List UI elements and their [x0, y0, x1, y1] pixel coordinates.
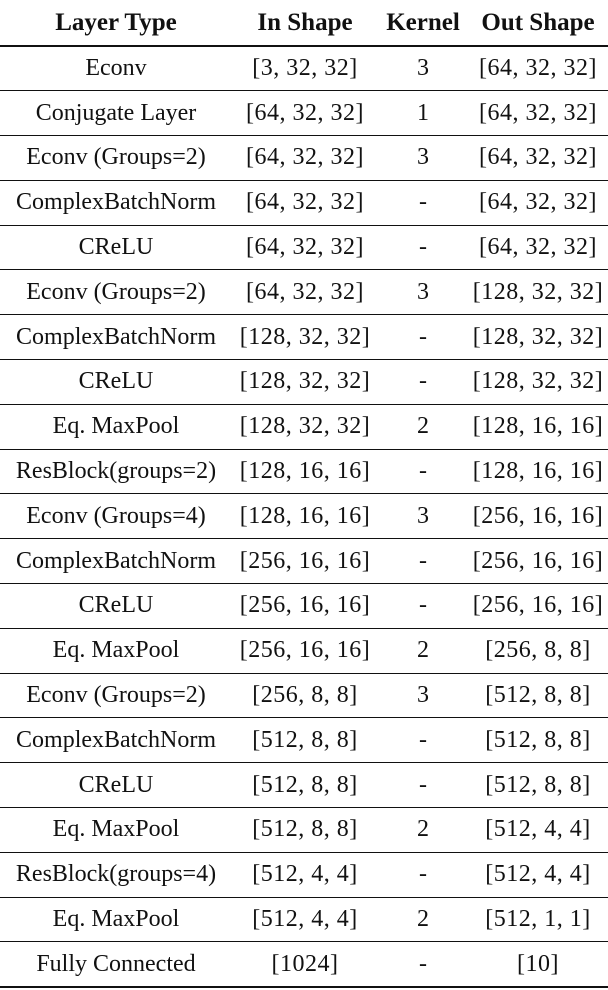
- cell-in-shape: [128, 32, 32]: [239, 368, 371, 395]
- cell-kernel: 3: [417, 682, 429, 709]
- cell-kernel: -: [419, 458, 427, 485]
- cell-in-shape: [128, 32, 32]: [239, 413, 371, 440]
- cell-layer-type: ComplexBatchNorm: [16, 189, 216, 216]
- cell-layer-type: Econv (Groups=2): [26, 682, 206, 709]
- cell-layer-type: Econv (Groups=2): [26, 144, 206, 171]
- cell-kernel: 3: [417, 502, 429, 529]
- cell-kernel: -: [419, 368, 427, 395]
- cell-out-shape: [256, 16, 16]: [472, 592, 604, 619]
- cell-out-shape: [64, 32, 32]: [479, 99, 597, 126]
- cell-kernel: -: [419, 861, 427, 888]
- cell-out-shape: [512, 1, 1]: [485, 906, 591, 933]
- table-row: [0, 763, 608, 808]
- cell-kernel: 2: [417, 637, 429, 664]
- cell-in-shape: [128, 16, 16]: [239, 502, 371, 529]
- cell-layer-type: CReLU: [78, 592, 154, 619]
- cell-out-shape: [256, 8, 8]: [485, 637, 591, 664]
- cell-out-shape: [64, 32, 32]: [479, 144, 597, 171]
- cell-kernel: -: [419, 592, 427, 619]
- cell-layer-type: Econv (Groups=4): [26, 502, 206, 529]
- cell-kernel: 3: [417, 55, 429, 82]
- table-header: [0, 0, 608, 46]
- table-body: [0, 46, 608, 987]
- header-kernel: Kernel: [378, 0, 468, 46]
- cell-layer-type: Eq. MaxPool: [52, 413, 180, 440]
- header-row: [0, 0, 608, 46]
- table-row: [0, 449, 608, 494]
- cell-kernel: -: [419, 234, 427, 261]
- table-row: [0, 91, 608, 136]
- cell-in-shape: [64, 32, 32]: [246, 144, 364, 171]
- cell-in-shape: [512, 8, 8]: [252, 816, 358, 843]
- table-row: [0, 225, 608, 270]
- table-row: [0, 46, 608, 91]
- cell-out-shape: [128, 16, 16]: [472, 413, 604, 440]
- cell-layer-type: Eq. MaxPool: [52, 637, 180, 664]
- cell-in-shape: [256, 16, 16]: [239, 547, 371, 574]
- cell-layer-type: CReLU: [78, 234, 154, 261]
- cell-in-shape: [64, 32, 32]: [246, 278, 364, 305]
- cell-layer-type: CReLU: [78, 368, 154, 395]
- table-row: [0, 136, 608, 181]
- cell-out-shape: [512, 4, 4]: [485, 861, 591, 888]
- header-layer-type: Layer Type: [0, 0, 232, 46]
- cell-layer-type: Econv (Groups=2): [26, 278, 206, 305]
- table-row: [0, 360, 608, 405]
- cell-layer-type: ComplexBatchNorm: [16, 547, 216, 574]
- cell-layer-type: CReLU: [78, 771, 154, 798]
- cell-out-shape: [128, 16, 16]: [472, 458, 604, 485]
- cell-out-shape: [10]: [517, 950, 559, 977]
- cell-kernel: 3: [417, 278, 429, 305]
- cell-layer-type: Eq. MaxPool: [52, 816, 180, 843]
- cell-in-shape: [512, 4, 4]: [252, 906, 358, 933]
- cell-in-shape: [3, 32, 32]: [252, 55, 358, 82]
- table-row: [0, 539, 608, 584]
- table-row: [0, 404, 608, 449]
- cell-out-shape: [64, 32, 32]: [479, 189, 597, 216]
- cell-in-shape: [128, 16, 16]: [239, 458, 371, 485]
- cell-kernel: -: [419, 323, 427, 350]
- cell-in-shape: [512, 4, 4]: [252, 861, 358, 888]
- cell-kernel: 2: [417, 413, 429, 440]
- cell-kernel: -: [419, 950, 427, 977]
- cell-out-shape: [256, 16, 16]: [472, 502, 604, 529]
- table-row: [0, 494, 608, 539]
- table-row: [0, 180, 608, 225]
- cell-out-shape: [512, 8, 8]: [485, 682, 591, 709]
- table-row: [0, 718, 608, 763]
- table-row: [0, 315, 608, 360]
- table-row: [0, 584, 608, 629]
- cell-layer-type: ComplexBatchNorm: [16, 323, 216, 350]
- cell-layer-type: Conjugate Layer: [35, 99, 197, 126]
- cell-out-shape: [512, 8, 8]: [485, 771, 591, 798]
- cell-layer-type: Econv: [85, 55, 147, 82]
- cell-in-shape: [256, 16, 16]: [239, 637, 371, 664]
- table-row: [0, 852, 608, 897]
- cell-kernel: 2: [417, 816, 429, 843]
- cell-kernel: 2: [417, 906, 429, 933]
- cell-kernel: -: [419, 726, 427, 753]
- cell-kernel: 3: [417, 144, 429, 171]
- header-in-shape: In Shape: [232, 0, 378, 46]
- header-out-shape: Out Shape: [468, 0, 608, 46]
- table-row: [0, 628, 608, 673]
- cell-layer-type: ResBlock(groups=2): [15, 458, 217, 485]
- cell-out-shape: [128, 32, 32]: [472, 278, 604, 305]
- cell-kernel: -: [419, 547, 427, 574]
- cell-in-shape: [256, 8, 8]: [252, 682, 358, 709]
- cell-in-shape: [1024]: [271, 950, 339, 977]
- cell-out-shape: [512, 4, 4]: [485, 816, 591, 843]
- cell-kernel: -: [419, 771, 427, 798]
- table-row: [0, 673, 608, 718]
- table-row: [0, 270, 608, 315]
- cell-kernel: 1: [417, 99, 429, 126]
- cell-out-shape: [64, 32, 32]: [479, 234, 597, 261]
- table-row: [0, 808, 608, 853]
- cell-out-shape: [128, 32, 32]: [472, 368, 604, 395]
- cell-in-shape: [256, 16, 16]: [239, 592, 371, 619]
- cell-in-shape: [64, 32, 32]: [246, 99, 364, 126]
- cell-out-shape: [256, 16, 16]: [472, 547, 604, 574]
- table-row: [0, 942, 608, 987]
- cell-out-shape: [64, 32, 32]: [479, 55, 597, 82]
- cell-layer-type: Fully Connected: [36, 950, 196, 977]
- cell-out-shape: [512, 8, 8]: [485, 726, 591, 753]
- cell-layer-type: Eq. MaxPool: [52, 906, 180, 933]
- cell-in-shape: [512, 8, 8]: [252, 726, 358, 753]
- cell-layer-type: ResBlock(groups=4): [15, 861, 217, 888]
- cell-kernel: -: [419, 189, 427, 216]
- table-row: [0, 897, 608, 942]
- cell-in-shape: [512, 8, 8]: [252, 771, 358, 798]
- cell-in-shape: [64, 32, 32]: [246, 234, 364, 261]
- cell-in-shape: [64, 32, 32]: [246, 189, 364, 216]
- cell-in-shape: [128, 32, 32]: [239, 323, 371, 350]
- cell-out-shape: [128, 32, 32]: [472, 323, 604, 350]
- cell-layer-type: ComplexBatchNorm: [16, 726, 216, 753]
